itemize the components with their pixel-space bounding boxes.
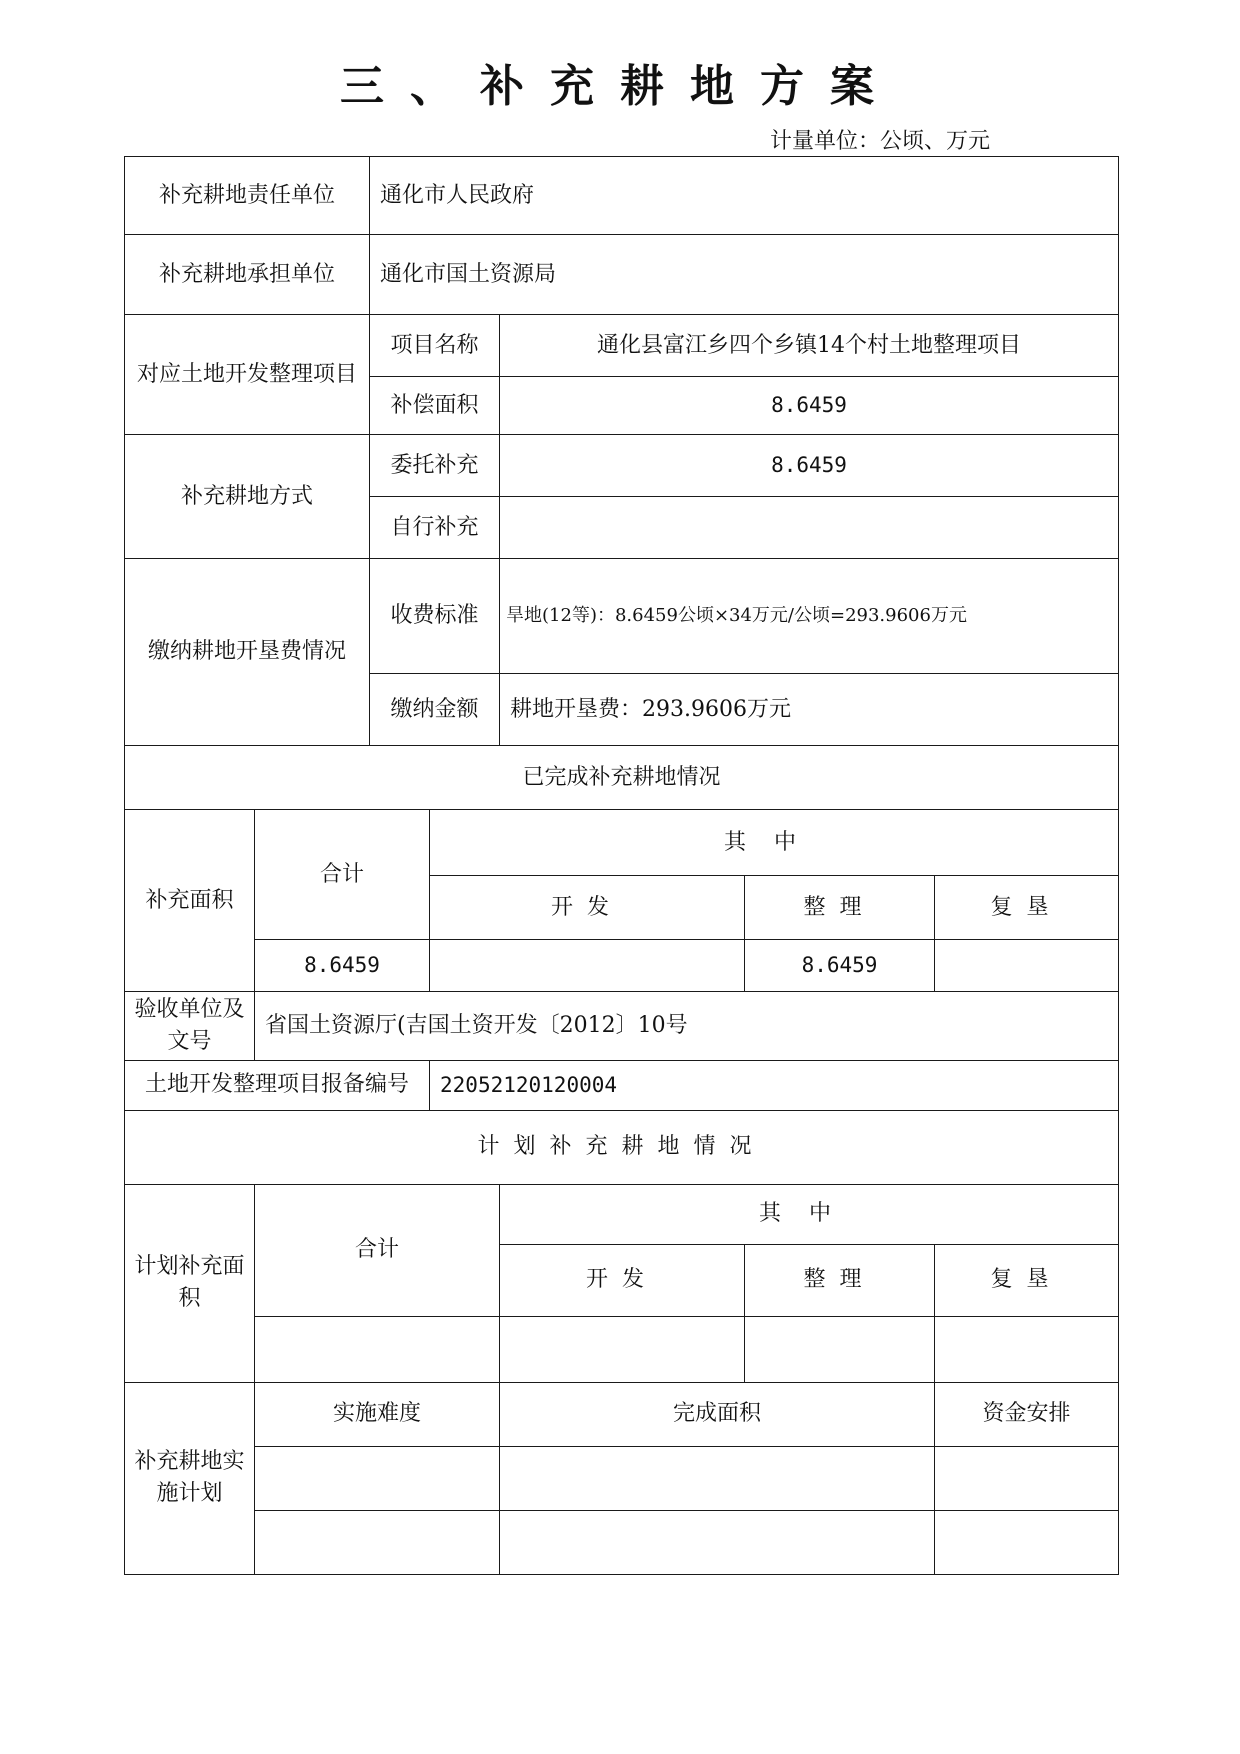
payment-amount-value: 耕地开垦费：293.9606万元 bbox=[500, 674, 1119, 746]
funds-arrangement-cell bbox=[935, 1510, 1119, 1574]
planned-section-header: 计划补充耕地情况 bbox=[125, 1110, 1119, 1184]
completed-development-value bbox=[430, 940, 745, 992]
undertaking-unit-value: 通化市国土资源局 bbox=[370, 235, 1119, 315]
completed-development-label: 开发 bbox=[430, 876, 745, 940]
acceptance-unit-label: 验收单位及文号 bbox=[125, 992, 255, 1061]
planned-area-label: 计划补充面积 bbox=[125, 1184, 255, 1382]
responsible-unit-label: 补充耕地责任单位 bbox=[125, 157, 370, 235]
planned-total-label: 合计 bbox=[255, 1184, 500, 1316]
completed-area-label: 补充面积 bbox=[125, 810, 255, 992]
payment-amount-label: 缴纳金额 bbox=[370, 674, 500, 746]
self-supplement-label: 自行补充 bbox=[370, 497, 500, 559]
reclamation-fee-label: 缴纳耕地开垦费情况 bbox=[125, 559, 370, 746]
completed-among-label: 其中 bbox=[430, 810, 1119, 876]
measurement-unit: 计量单位：公顷、万元 bbox=[770, 129, 991, 154]
record-number-value: 22052120120004 bbox=[430, 1060, 1119, 1110]
project-name-label: 项目名称 bbox=[370, 315, 500, 377]
completed-section-header: 已完成补充耕地情况 bbox=[125, 746, 1119, 810]
entrusted-supplement-value: 8.6459 bbox=[500, 435, 1119, 497]
difficulty-cell bbox=[255, 1446, 500, 1510]
completion-area-cell bbox=[500, 1446, 935, 1510]
compensation-area-label: 补偿面积 bbox=[370, 377, 500, 435]
completed-reclamation-label: 复垦 bbox=[935, 876, 1119, 940]
fee-standard-label: 收费标准 bbox=[370, 559, 500, 674]
completed-consolidation-value: 8.6459 bbox=[745, 940, 935, 992]
planned-reclamation-value bbox=[935, 1316, 1119, 1382]
planned-consolidation-value bbox=[745, 1316, 935, 1382]
project-name-value: 通化县富江乡四个乡镇14个村土地整理项目 bbox=[500, 315, 1119, 377]
self-supplement-value bbox=[500, 497, 1119, 559]
entrusted-supplement-label: 委托补充 bbox=[370, 435, 500, 497]
planned-total-value bbox=[255, 1316, 500, 1382]
supplement-method-label: 补充耕地方式 bbox=[125, 435, 370, 559]
funds-arrangement-cell bbox=[935, 1446, 1119, 1510]
planned-reclamation-label: 复垦 bbox=[935, 1244, 1119, 1316]
compensation-area-value: 8.6459 bbox=[500, 377, 1119, 435]
record-number-label: 土地开发整理项目报备编号 bbox=[125, 1060, 430, 1110]
land-supplement-form bbox=[124, 156, 1119, 1575]
completed-total-label: 合计 bbox=[255, 810, 430, 940]
completion-area-cell bbox=[500, 1510, 935, 1574]
difficulty-cell bbox=[255, 1510, 500, 1574]
planned-among-label: 其中 bbox=[500, 1184, 1119, 1244]
acceptance-unit-value: 省国土资源厅(吉国土资开发〔2012〕10号 bbox=[255, 992, 1119, 1061]
implementation-plan-label: 补充耕地实施计划 bbox=[125, 1382, 255, 1574]
completed-reclamation-value bbox=[935, 940, 1119, 992]
completed-consolidation-label: 整理 bbox=[745, 876, 935, 940]
difficulty-label: 实施难度 bbox=[255, 1382, 500, 1446]
planned-development-label: 开发 bbox=[500, 1244, 745, 1316]
funds-arrangement-label: 资金安排 bbox=[935, 1382, 1119, 1446]
responsible-unit-value: 通化市人民政府 bbox=[370, 157, 1119, 235]
completed-total-value: 8.6459 bbox=[255, 940, 430, 992]
fee-standard-value: 旱地(12等)：8.6459公顷×34万元/公顷=293.9606万元 bbox=[500, 559, 1119, 674]
completion-area-label: 完成面积 bbox=[500, 1382, 935, 1446]
page-title: 三、补充耕地方案 bbox=[340, 61, 900, 112]
planned-development-value bbox=[500, 1316, 745, 1382]
undertaking-unit-label: 补充耕地承担单位 bbox=[125, 235, 370, 315]
planned-consolidation-label: 整理 bbox=[745, 1244, 935, 1316]
project-label: 对应土地开发整理项目 bbox=[125, 315, 370, 435]
